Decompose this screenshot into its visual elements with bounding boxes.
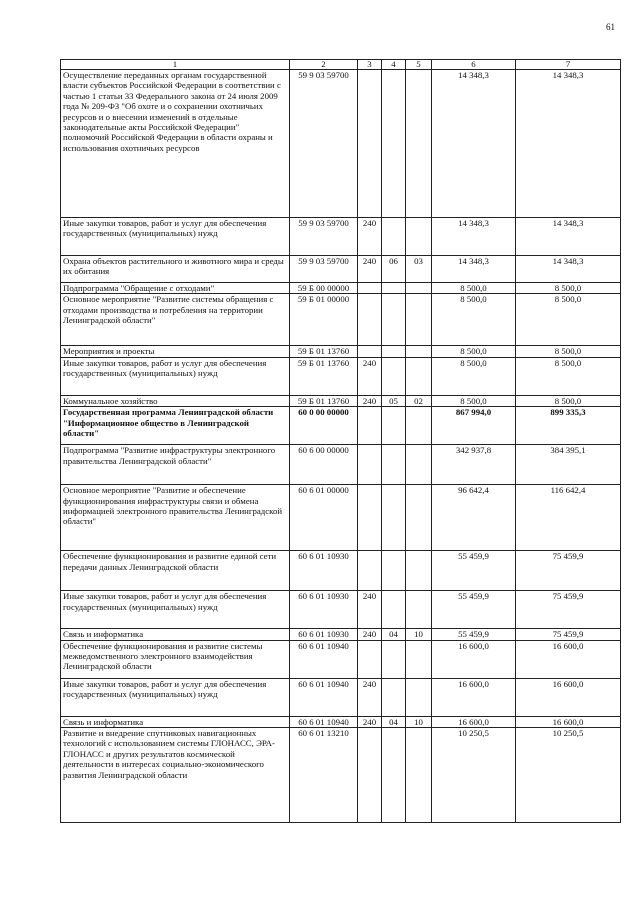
target-code-cell: 60 0 00 00000 [290, 407, 358, 445]
expense-type-cell: 240 [358, 629, 382, 640]
amount-year-2-cell: 75 459,9 [516, 629, 621, 640]
amount-year-1-cell: 14 348,3 [432, 256, 516, 283]
table-row [61, 407, 621, 445]
subsection-cell [406, 678, 432, 716]
table-row [61, 70, 621, 218]
expense-type-cell [358, 728, 382, 823]
target-code-cell: 59 Б 01 13760 [290, 346, 358, 357]
row-name-cell: Подпрограмма "Развитие инфраструктуры электронного правительства Ленинградской области" [61, 445, 290, 485]
table-row [61, 640, 621, 678]
row-name-cell: Коммунальное хозяйство [61, 395, 290, 406]
subsection-cell: 02 [406, 395, 432, 406]
amount-year-1-cell: 16 600,0 [432, 716, 516, 727]
amount-year-1-cell: 867 994,0 [432, 407, 516, 445]
section-cell [382, 357, 406, 395]
target-code-cell: 59 Б 01 13760 [290, 395, 358, 406]
target-code-cell: 60 6 01 00000 [290, 485, 358, 551]
amount-year-1-cell: 96 642,4 [432, 485, 516, 551]
expense-type-cell [358, 551, 382, 591]
expense-type-cell: 240 [358, 716, 382, 727]
amount-year-2-cell: 16 600,0 [516, 716, 621, 727]
expense-type-cell: 240 [358, 678, 382, 716]
target-code-cell: 59 9 03 59700 [290, 256, 358, 283]
table-body [61, 70, 621, 823]
table-row [61, 256, 621, 283]
row-name-cell: Иные закупки товаров, работ и услуг для обеспечения государственных (муниципальных) нужд [61, 218, 290, 256]
target-code-cell: 59 Б 01 00000 [290, 294, 358, 346]
table-row [61, 294, 621, 346]
amount-year-1-cell: 10 250,5 [432, 728, 516, 823]
page-number: 61 [606, 22, 615, 32]
target-code-cell: 59 9 03 59700 [290, 218, 358, 256]
section-cell: 05 [382, 395, 406, 406]
row-name-cell: Основное мероприятие "Развитие системы обращения с отходами производства и потребления на территории Ленинградской области" [61, 294, 290, 346]
row-name-cell: Подпрограмма "Обращение с отходами" [61, 283, 290, 294]
row-name-cell: Охрана объектов растительного и животного мира и среды их обитания [61, 256, 290, 283]
amount-year-2-cell: 14 348,3 [516, 256, 621, 283]
table-row [61, 551, 621, 591]
subsection-cell [406, 346, 432, 357]
table-row [61, 218, 621, 256]
section-cell [382, 407, 406, 445]
section-cell [382, 551, 406, 591]
amount-year-1-cell: 55 459,9 [432, 551, 516, 591]
table-row [61, 395, 621, 406]
table-row [61, 678, 621, 716]
subsection-cell [406, 485, 432, 551]
expense-type-cell [358, 485, 382, 551]
expense-type-cell [358, 346, 382, 357]
expense-type-cell [358, 640, 382, 678]
header-cell: 3 [358, 60, 382, 70]
section-cell: 06 [382, 256, 406, 283]
subsection-cell [406, 591, 432, 629]
header-cell: 6 [432, 60, 516, 70]
amount-year-1-cell: 55 459,9 [432, 591, 516, 629]
amount-year-1-cell: 16 600,0 [432, 678, 516, 716]
amount-year-2-cell: 8 500,0 [516, 395, 621, 406]
section-cell [382, 591, 406, 629]
table-row [61, 445, 621, 485]
amount-year-1-cell: 14 348,3 [432, 70, 516, 218]
amount-year-2-cell: 8 500,0 [516, 283, 621, 294]
section-cell [382, 294, 406, 346]
amount-year-1-cell: 8 500,0 [432, 283, 516, 294]
subsection-cell [406, 640, 432, 678]
row-name-cell: Осуществление переданных органам государственной власти субъектов Российской Федерации в соответствии с частью 1 статьи 33 Федерального закона от 24 июля 2009 года № 209-ФЗ "Об охоте и о сохранении охотничьих ресурсов и о внесении изменений в отдельные законодательные акты Российской Федерации" полномочий Российской Федерации в области охраны и использования охотничьих ресурсов [61, 70, 290, 218]
subsection-cell [406, 218, 432, 256]
amount-year-2-cell: 14 348,3 [516, 218, 621, 256]
amount-year-2-cell: 8 500,0 [516, 346, 621, 357]
amount-year-2-cell: 8 500,0 [516, 294, 621, 346]
section-cell [382, 678, 406, 716]
header-cell: 1 [61, 60, 290, 70]
amount-year-2-cell: 75 459,9 [516, 551, 621, 591]
subsection-cell [406, 70, 432, 218]
target-code-cell: 60 6 01 10930 [290, 551, 358, 591]
table-row [61, 629, 621, 640]
table-row [61, 346, 621, 357]
subsection-cell: 03 [406, 256, 432, 283]
target-code-cell: 60 6 01 13210 [290, 728, 358, 823]
target-code-cell: 60 6 01 10930 [290, 629, 358, 640]
target-code-cell: 60 6 01 10940 [290, 640, 358, 678]
amount-year-2-cell: 384 395,1 [516, 445, 621, 485]
section-cell [382, 218, 406, 256]
row-name-cell: Государственная программа Ленинградской области "Информационное общество в Ленинградской области" [61, 407, 290, 445]
amount-year-1-cell: 8 500,0 [432, 357, 516, 395]
row-name-cell: Связь и информатика [61, 716, 290, 727]
row-name-cell: Иные закупки товаров, работ и услуг для обеспечения государственных (муниципальных) нужд [61, 357, 290, 395]
amount-year-2-cell: 10 250,5 [516, 728, 621, 823]
subsection-cell [406, 728, 432, 823]
amount-year-2-cell: 16 600,0 [516, 678, 621, 716]
target-code-cell: 60 6 00 00000 [290, 445, 358, 485]
target-code-cell: 60 6 01 10940 [290, 678, 358, 716]
expense-type-cell: 240 [358, 256, 382, 283]
expense-type-cell [358, 445, 382, 485]
header-cell: 2 [290, 60, 358, 70]
subsection-cell: 10 [406, 716, 432, 727]
header-cell: 4 [382, 60, 406, 70]
amount-year-1-cell: 14 348,3 [432, 218, 516, 256]
row-name-cell: Основное мероприятие "Развитие и обеспечение функционирования инфраструктуры связи и обмена информацией электронного правительства Ленинградской области" [61, 485, 290, 551]
target-code-cell: 60 6 01 10940 [290, 716, 358, 727]
section-cell [382, 640, 406, 678]
expense-type-cell: 240 [358, 591, 382, 629]
section-cell: 04 [382, 629, 406, 640]
subsection-cell [406, 357, 432, 395]
target-code-cell: 59 Б 01 13760 [290, 357, 358, 395]
target-code-cell: 59 Б 00 00000 [290, 283, 358, 294]
expense-type-cell [358, 407, 382, 445]
header-cell: 7 [516, 60, 621, 70]
table-row [61, 283, 621, 294]
expense-type-cell: 240 [358, 395, 382, 406]
amount-year-2-cell: 899 335,3 [516, 407, 621, 445]
amount-year-1-cell: 8 500,0 [432, 294, 516, 346]
table-row [61, 716, 621, 727]
section-cell [382, 485, 406, 551]
header-cell: 5 [406, 60, 432, 70]
amount-year-1-cell: 8 500,0 [432, 346, 516, 357]
section-cell [382, 445, 406, 485]
table-row [61, 591, 621, 629]
expense-type-cell [358, 294, 382, 346]
table-row [61, 728, 621, 823]
amount-year-1-cell: 8 500,0 [432, 395, 516, 406]
expense-type-cell: 240 [358, 218, 382, 256]
row-name-cell: Мероприятия и проекты [61, 346, 290, 357]
amount-year-2-cell: 14 348,3 [516, 70, 621, 218]
row-name-cell: Иные закупки товаров, работ и услуг для обеспечения государственных (муниципальных) нужд [61, 678, 290, 716]
subsection-cell [406, 445, 432, 485]
section-cell [382, 283, 406, 294]
section-cell [382, 346, 406, 357]
section-cell [382, 728, 406, 823]
amount-year-2-cell: 116 642,4 [516, 485, 621, 551]
row-name-cell: Иные закупки товаров, работ и услуг для обеспечения государственных (муниципальных) нужд [61, 591, 290, 629]
amount-year-2-cell: 75 459,9 [516, 591, 621, 629]
row-name-cell: Развитие и внедрение спутниковых навигационных технологий с использованием системы ГЛОНАСС, ЭРА-ГЛОНАСС и других результатов космической деятельности в интересах социально-экономического развития Ленинградской области [61, 728, 290, 823]
section-cell [382, 70, 406, 218]
target-code-cell: 59 9 03 59700 [290, 70, 358, 218]
expense-type-cell [358, 283, 382, 294]
target-code-cell: 60 6 01 10930 [290, 591, 358, 629]
row-name-cell: Обеспечение функционирования и развитие системы межведомственного электронного взаимодействия Ленинградской области [61, 640, 290, 678]
row-name-cell: Связь и информатика [61, 629, 290, 640]
subsection-cell [406, 407, 432, 445]
amount-year-2-cell: 8 500,0 [516, 357, 621, 395]
header-row [61, 60, 621, 70]
row-name-cell: Обеспечение функционирования и развитие единой сети передачи данных Ленинградской области [61, 551, 290, 591]
table-row [61, 485, 621, 551]
table-row [61, 357, 621, 395]
expense-type-cell: 240 [358, 357, 382, 395]
subsection-cell: 10 [406, 629, 432, 640]
amount-year-1-cell: 342 937,8 [432, 445, 516, 485]
subsection-cell [406, 551, 432, 591]
budget-table [60, 59, 621, 823]
amount-year-2-cell: 16 600,0 [516, 640, 621, 678]
expense-type-cell [358, 70, 382, 218]
amount-year-1-cell: 16 600,0 [432, 640, 516, 678]
subsection-cell [406, 283, 432, 294]
amount-year-1-cell: 55 459,9 [432, 629, 516, 640]
subsection-cell [406, 294, 432, 346]
section-cell: 04 [382, 716, 406, 727]
